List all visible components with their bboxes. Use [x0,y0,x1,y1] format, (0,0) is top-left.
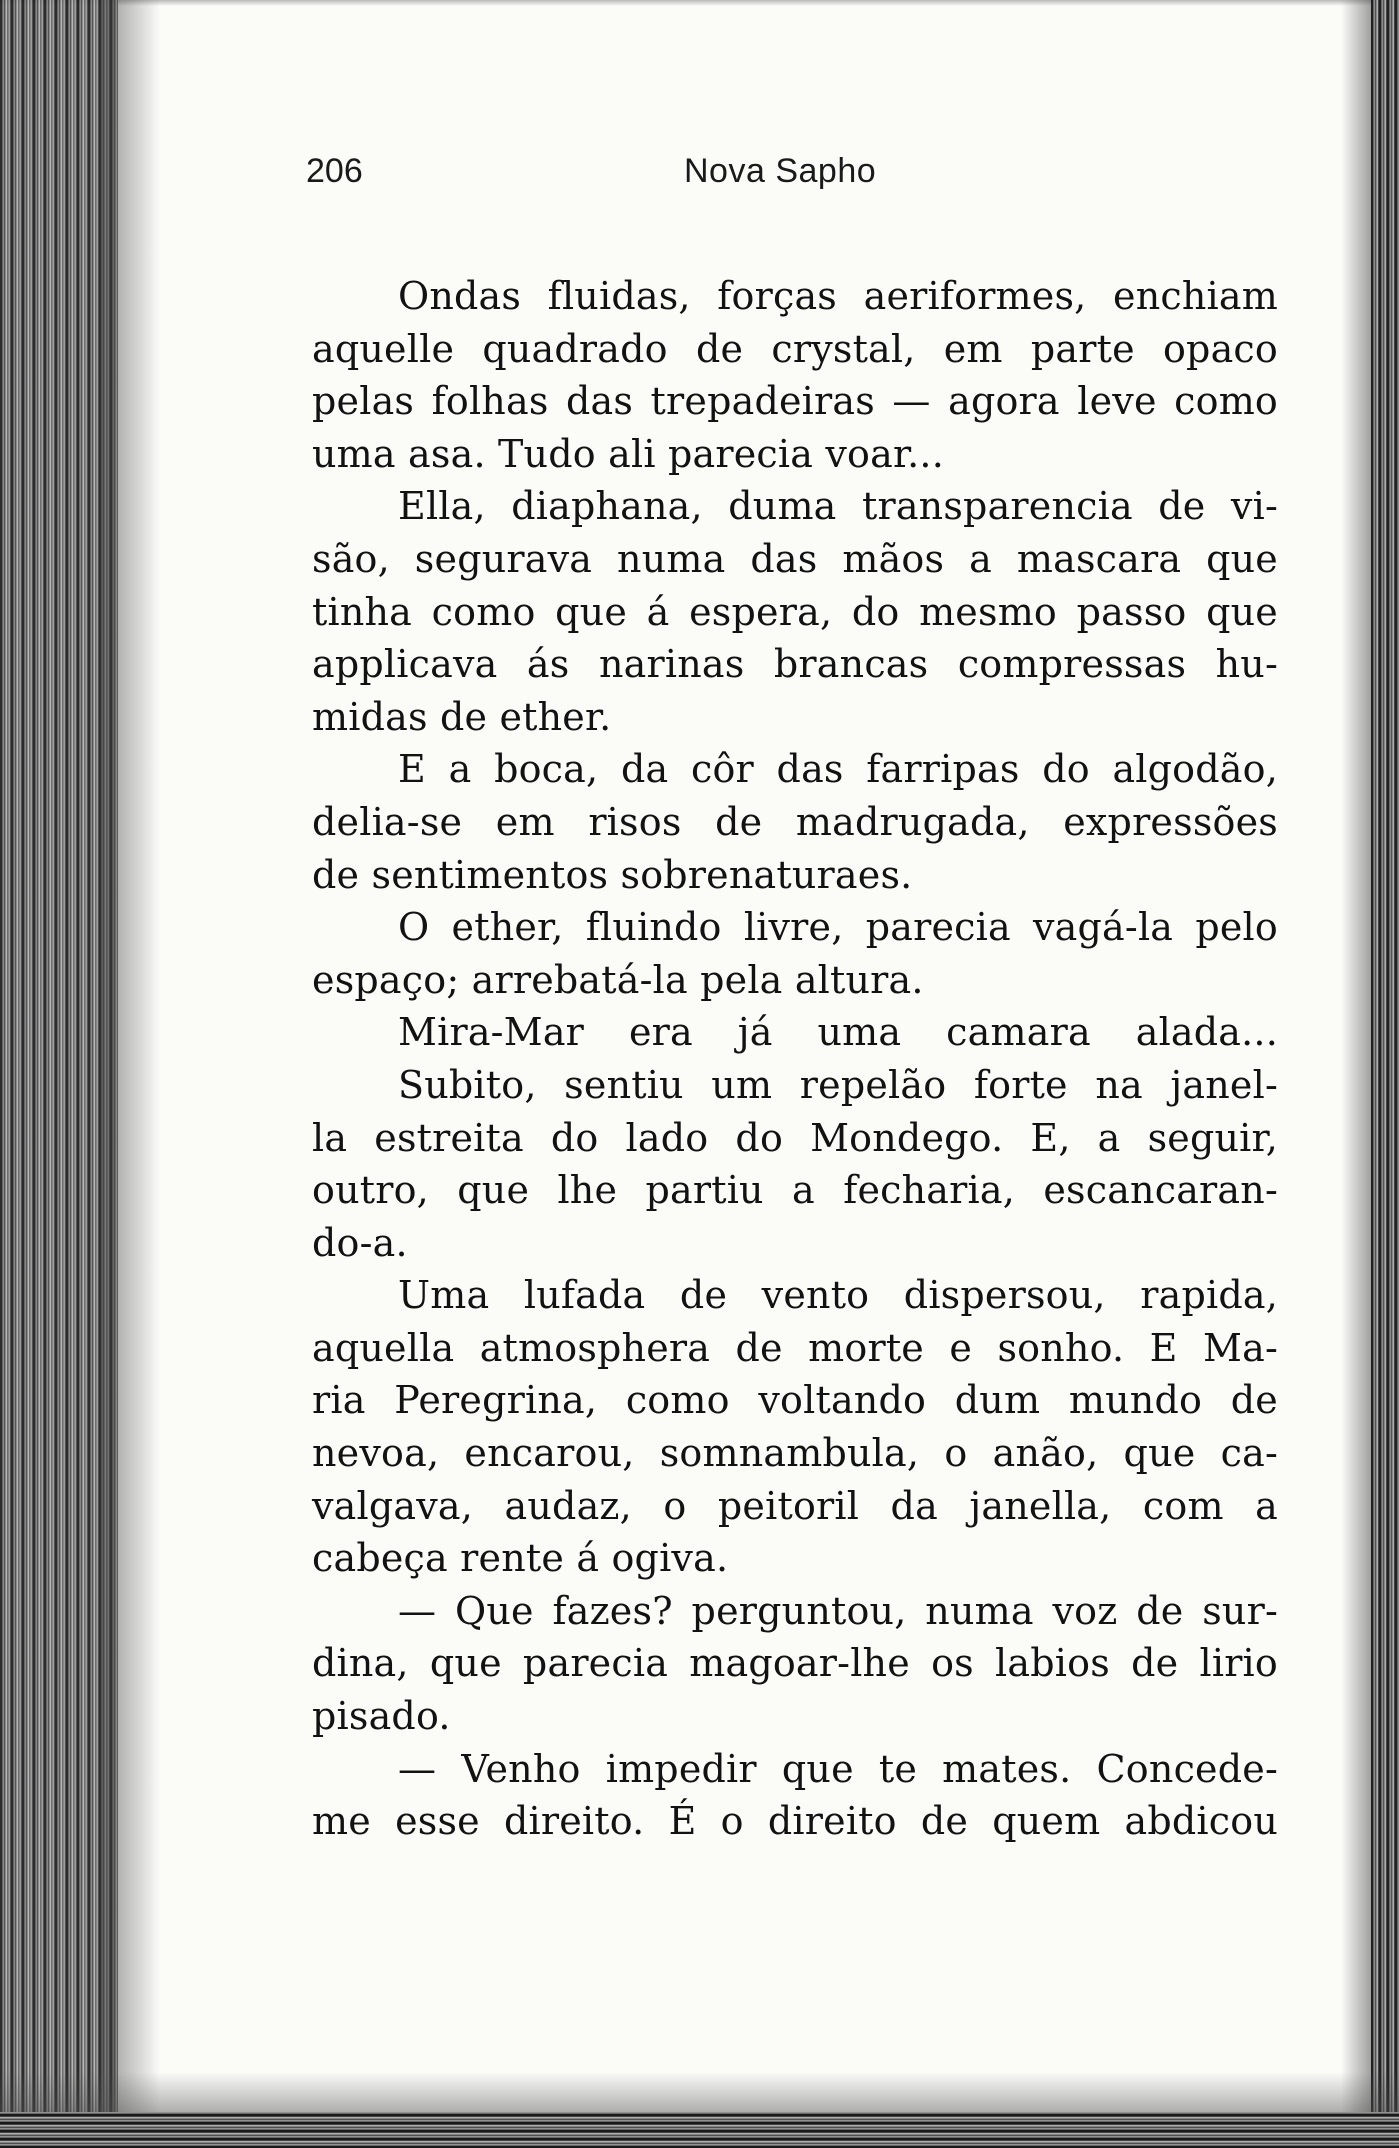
text-line: aquella atmosphera de morte e sonho. E Ma- [312,1325,1278,1370]
text-line: cabeça rente á ogiva. [312,1536,729,1581]
text-line: me esse direito. É o direito de quem abdicou [312,1799,1278,1844]
text-line: Ondas fluidas, forças aeriformes, enchiam [398,274,1278,318]
page-right-edge [1371,0,1399,2148]
text-line: Ella, diaphana, duma transparencia de vi- [398,484,1278,529]
text-line: valgava, audaz, o peitoril da janella, com a [312,1483,1278,1528]
page-number: 206 [306,152,363,190]
text-line: pisado. [312,1694,451,1739]
text-line: de sentimentos sobrenaturaes. [312,852,913,897]
text-line: delia-se em risos de madrugada, expressões [312,799,1278,844]
text-line: do-a. [312,1220,408,1265]
page-top-edge [0,0,1399,6]
page-bottom-edge [0,2112,1399,2148]
text-line: ria Peregrina, como voltando dum mundo de [312,1378,1278,1423]
text-line: aquelle quadrado de crystal, em parte opaco [312,326,1278,371]
text-line: Subito, sentiu um repelão forte na janel- [398,1062,1278,1107]
text-line: — Venho impedir que te mates. Concede- [398,1746,1278,1791]
body-text [312,270,1278,1848]
text-line: midas de ether. [312,694,612,739]
text-line: la estreita do lado do Mondego. E, a seguir, [312,1115,1278,1160]
running-header [306,152,1276,200]
text-line: O ether, fluindo livre, parecia vagá-la pelo [398,905,1278,950]
text-line: pelas folhas das trepadeiras — agora leve como [312,379,1278,424]
gutter-shadow [100,0,160,2148]
text-line: Uma lufada de vento dispersou, rapida, [398,1273,1278,1318]
text-line: E a boca, da côr das farripas do algodão, [398,747,1278,792]
text-line: uma asa. Tudo ali parecia voar... [312,431,944,476]
text-line: tinha como que á espera, do mesmo passo que [312,589,1278,634]
right-edge-shadow [1341,0,1371,2148]
text-line: — Que fazes? perguntou, numa voz de sur- [398,1588,1278,1633]
text-line: espaço; arrebatá-la pela altura. [312,957,924,1002]
text-line: Mira-Mar era já uma camara alada... [398,1010,1278,1055]
text-line: outro, que lhe partiu a fecharia, escancaran- [312,1168,1278,1213]
text-line: applicava ás narinas brancas compressas hu- [312,642,1278,687]
bottom-edge-shadow [0,2072,1399,2112]
text-line: nevoa, encarou, somnambula, o anão, que ca- [312,1431,1278,1476]
text-line: são, segurava numa das mãos a mascara que [312,536,1278,581]
text-line: dina, que parecia magoar-lhe os labios de lirio [312,1641,1278,1686]
running-title: Nova Sapho [684,152,877,190]
